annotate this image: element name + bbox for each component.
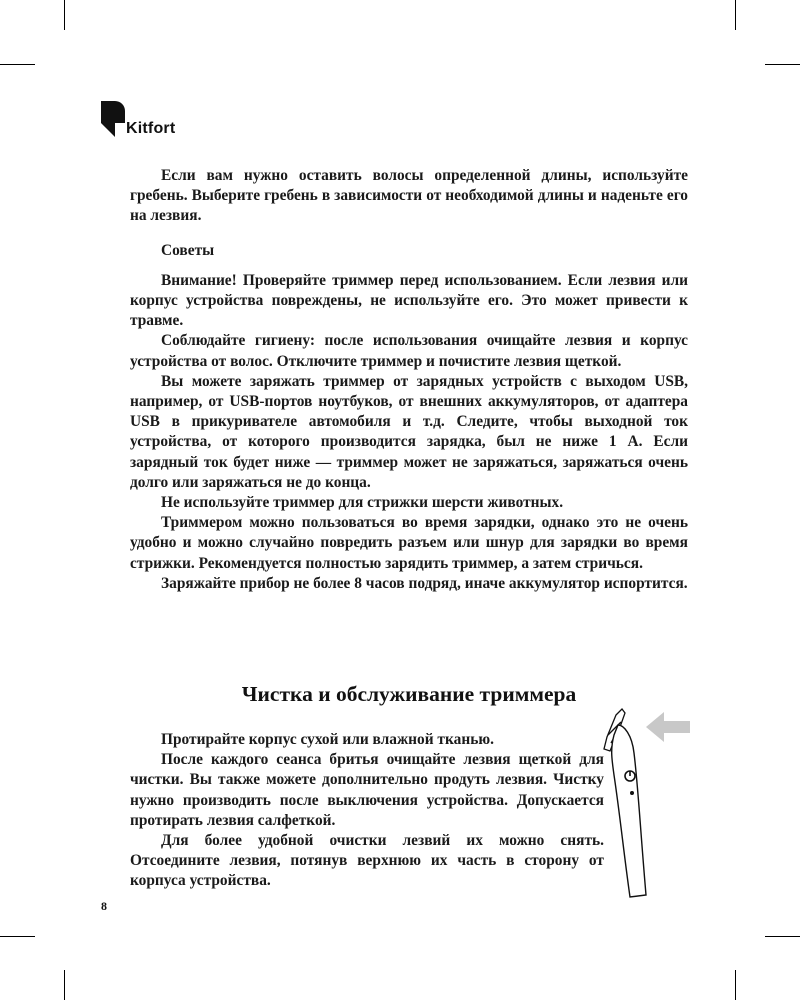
crop-mark-bottom-right-h: [765, 936, 800, 937]
crop-mark-top-left-h: [0, 64, 35, 65]
tips-paragraph-2: Соблюдайте гигиену: после использования очищайте лезвия и корпус устройства от волос. Отключите триммер и почистите лезвия щеткой.: [130, 332, 688, 370]
kitfort-logo-icon: [101, 101, 125, 137]
crop-mark-top-right-v: [735, 0, 736, 30]
page-number: 8: [101, 899, 107, 913]
tips-paragraph-6: Заряжайте прибор не более 8 часов подряд, иначе аккумулятор испортится.: [161, 574, 688, 592]
brand-name: Kitfort: [126, 120, 176, 137]
trimmer-illustration: [594, 705, 694, 910]
crop-mark-top-left-v: [64, 0, 65, 30]
crop-mark-bottom-left-h: [0, 936, 35, 937]
cleaning-section: [130, 730, 604, 892]
intro-paragraph: Если вам нужно оставить волосы определенной длины, используйте гребень. Выберите гребень в зависимости от необходимой длины и наденьте его на лезвия.: [130, 167, 688, 225]
section-title: Чистка и обслуживание триммера: [241, 682, 577, 706]
left-arrow-icon: [646, 712, 690, 742]
trimmer-body: [612, 725, 646, 897]
brand-logo: [101, 101, 175, 137]
tips-heading: Советы: [161, 241, 215, 259]
crop-mark-top-right-h: [765, 64, 800, 65]
indicator-light: [630, 791, 634, 795]
crop-mark-bottom-left-v: [64, 970, 65, 1000]
tips-paragraph-3: Вы можете заряжать триммер от зарядных устройств с выходом USB, например, от USB-портов ноутбуков, от внешних аккумуляторов, от адаптера USB в прикуривателе автомобиля и т.д. Следите, чтобы выходной ток устройства, от которого производится зарядка, был не ниже 1 А. Если зарядный ток будет ниже — триммер может не заряжаться, заряжаться очень долго или заряжаться не до конца.: [130, 372, 688, 491]
cleaning-paragraph-2: После каждого сеанса бритья очищайте лезвия щеткой для чистки. Вы также можете дополнительно продуть лезвия. Чистку нужно производить после выключения устройства. Допускается протирать лезвия салфеткой.: [130, 751, 604, 829]
tips-paragraph-4: Не используйте триммер для стрижки шерсти животных.: [161, 494, 564, 512]
tips-paragraph-1: Внимание! Проверяйте триммер перед использованием. Если лезвия или корпус устройства повреждены, не используйте его. Это может привести к травме.: [130, 271, 688, 330]
main-content: [130, 166, 688, 594]
crop-mark-bottom-right-v: [735, 970, 736, 1000]
cleaning-paragraph-1: Протирайте корпус сухой или влажной тканью.: [161, 731, 494, 748]
cleaning-paragraph-3: Для более удобной очистки лезвий их можно снять. Отсоедините лезвия, потянув верхнюю их часть в сторону от корпуса устройства.: [130, 832, 604, 890]
tips-paragraph-5: Триммером можно пользоваться во время зарядки, однако это не очень удобно и можно случайно повредить разъем или шнур для зарядки во время стрижки. Рекомендуется полностью зарядить триммер, а затем стричься.: [130, 514, 688, 572]
